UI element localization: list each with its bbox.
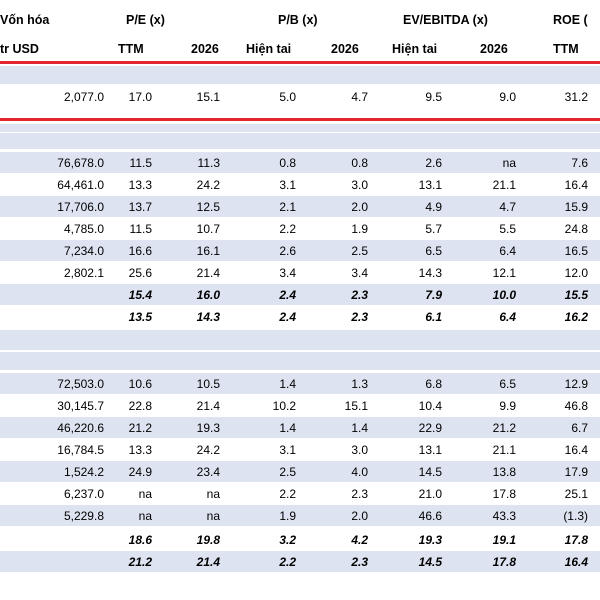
cell-market-cap: 2,077.0 — [63, 90, 104, 104]
cell-ev-current: 13.1 — [418, 177, 442, 192]
cell-pe-ttm: 21.2 — [128, 420, 152, 435]
cell-pe-2026: 19.8 — [196, 532, 220, 547]
cell-ev-2026: 17.8 — [492, 554, 516, 569]
header-row-2 — [0, 38, 600, 60]
cell-ev-2026: 21.2 — [492, 420, 516, 435]
cell-ev-current: 14.5 — [418, 554, 442, 569]
cell-roe-ttm: 16.2 — [564, 309, 588, 324]
cell-pe-ttm: 22.8 — [128, 398, 152, 413]
cell-roe-ttm: 15.5 — [564, 287, 588, 302]
section-band — [0, 133, 600, 149]
cell-market-cap: 7,234.0 — [63, 243, 104, 258]
cell-ev-2026: 6.4 — [499, 243, 516, 258]
cell-pe-2026: na — [206, 508, 220, 523]
cell-ev-current: 46.6 — [418, 508, 442, 523]
cell-roe-ttm: 12.9 — [564, 376, 588, 391]
cell-pb-current: 0.8 — [279, 155, 296, 170]
cell-pe-ttm: 25.6 — [128, 265, 152, 280]
cell-ev-2026: 9.9 — [499, 398, 516, 413]
cell-ev-2026: 10.0 — [492, 287, 516, 302]
header-pe-ttm: TTM — [118, 42, 144, 56]
header-ev-2026: 2026 — [480, 42, 508, 56]
cell-ev-current: 9.5 — [425, 90, 442, 104]
cell-pe-2026: 16.1 — [196, 243, 220, 258]
cell-pb-2026: 4.0 — [351, 464, 368, 479]
cell-ev-current: 6.8 — [425, 376, 442, 391]
table-row — [0, 483, 600, 504]
table-row — [0, 240, 600, 261]
summary-row — [0, 306, 600, 327]
summary-row — [0, 551, 600, 572]
cell-pb-current: 3.1 — [279, 177, 296, 192]
cell-pe-ttm: 13.3 — [128, 177, 152, 192]
cell-ev-2026: 17.8 — [492, 486, 516, 501]
cell-pe-2026: 23.4 — [196, 464, 220, 479]
cell-pb-current: 1.9 — [279, 508, 296, 523]
cell-pb-2026: 2.3 — [351, 554, 368, 569]
cell-ev-current: 14.5 — [418, 464, 442, 479]
cell-roe-ttm: 12.0 — [564, 265, 588, 280]
cell-pb-current: 3.2 — [279, 532, 296, 547]
header-row-1 — [0, 4, 600, 36]
cell-pb-current: 10.2 — [272, 398, 296, 413]
cell-pb-current: 1.4 — [279, 420, 296, 435]
cell-pb-2026: 2.0 — [351, 199, 368, 214]
cell-roe-ttm: 16.4 — [564, 177, 588, 192]
cell-ev-2026: 12.1 — [492, 265, 516, 280]
cell-pe-2026: na — [206, 486, 220, 501]
cell-roe-ttm: 6.7 — [571, 420, 588, 435]
cell-pb-current: 2.2 — [279, 221, 296, 236]
cell-ev-2026: 21.1 — [492, 442, 516, 457]
cell-market-cap: 64,461.0 — [57, 177, 104, 192]
cell-pe-ttm: 24.9 — [128, 464, 152, 479]
cell-ev-current: 22.9 — [418, 420, 442, 435]
header-pe-2026: 2026 — [191, 42, 219, 56]
cell-pe-ttm: 16.6 — [128, 243, 152, 258]
cell-roe-ttm: 25.1 — [564, 486, 588, 501]
cell-pe-ttm: 11.5 — [129, 221, 152, 236]
cell-ev-current: 10.4 — [418, 398, 442, 413]
cell-pe-ttm: 13.7 — [128, 199, 152, 214]
header-ev-ebitda: EV/EBITDA (x) — [403, 13, 488, 27]
cell-market-cap: 16,784.5 — [57, 442, 104, 457]
cell-pe-ttm: 11.5 — [129, 155, 152, 170]
cell-pb-current: 5.0 — [279, 90, 296, 104]
header-pb-2026: 2026 — [331, 42, 359, 56]
cell-ev-current: 21.0 — [418, 486, 442, 501]
table-row — [0, 461, 600, 482]
cell-pe-ttm: 18.6 — [128, 532, 152, 547]
section-rule — [0, 118, 600, 121]
cell-market-cap: 30,145.7 — [57, 398, 104, 413]
cell-pe-2026: 21.4 — [196, 265, 220, 280]
table-row — [0, 417, 600, 438]
cell-pe-2026: 24.2 — [196, 177, 220, 192]
cell-ev-2026: 6.4 — [499, 309, 516, 324]
cell-pe-2026: 10.7 — [196, 221, 220, 236]
cell-roe-ttm: 16.4 — [564, 442, 588, 457]
table-row — [0, 395, 600, 416]
cell-pb-current: 2.6 — [279, 243, 296, 258]
cell-ev-2026: 19.1 — [492, 532, 516, 547]
cell-pb-current: 2.1 — [279, 199, 296, 214]
cell-pe-2026: 14.3 — [196, 309, 220, 324]
cell-roe-ttm: 17.8 — [564, 532, 588, 547]
cell-ev-2026: 9.0 — [499, 90, 516, 104]
cell-roe-ttm: 46.8 — [564, 398, 588, 413]
cell-pb-2026: 3.0 — [351, 177, 368, 192]
cell-ev-current: 5.7 — [425, 221, 442, 236]
cell-ev-2026: 4.7 — [499, 199, 516, 214]
cell-pb-2026: 4.7 — [351, 90, 368, 104]
cell-ev-2026: 6.5 — [499, 376, 516, 391]
table-row — [0, 505, 600, 526]
cell-pe-ttm: na — [138, 508, 152, 523]
cell-pb-current: 2.2 — [279, 486, 296, 501]
summary-row — [0, 284, 600, 305]
cell-pb-2026: 0.8 — [351, 155, 368, 170]
cell-pe-2026: 10.5 — [196, 376, 220, 391]
cell-ev-current: 19.3 — [418, 532, 442, 547]
cell-pe-ttm: 13.3 — [128, 442, 152, 457]
section-rule-top — [0, 61, 600, 64]
cell-pe-ttm: 10.6 — [128, 376, 152, 391]
cell-pe-ttm: 15.4 — [128, 287, 152, 302]
cell-market-cap: 76,678.0 — [57, 155, 104, 170]
cell-pe-2026: 24.2 — [196, 442, 220, 457]
cell-pb-2026: 2.5 — [351, 243, 368, 258]
cell-pe-ttm: 13.5 — [128, 309, 152, 324]
cell-ev-2026: 43.3 — [492, 508, 516, 523]
cell-roe-ttm: 16.4 — [564, 554, 588, 569]
cell-pb-2026: 2.3 — [351, 486, 368, 501]
cell-pe-2026: 12.5 — [196, 199, 220, 214]
cell-pb-current: 3.1 — [279, 442, 296, 457]
cell-pb-current: 1.4 — [279, 376, 296, 391]
cell-pb-2026: 1.3 — [351, 376, 368, 391]
cell-ev-2026: 5.5 — [499, 221, 516, 236]
cell-pe-2026: 16.0 — [196, 287, 220, 302]
header-market-cap: Vốn hóa — [0, 13, 50, 27]
header-pb-current: Hiện tai — [246, 42, 292, 56]
header-unit: tr USD — [0, 42, 39, 56]
cell-roe-ttm: (1.3) — [563, 508, 588, 523]
cell-ev-2026: 13.8 — [492, 464, 516, 479]
cell-ev-2026: na — [502, 155, 516, 170]
cell-pe-2026: 19.3 — [196, 420, 220, 435]
cell-market-cap: 17,706.0 — [57, 199, 104, 214]
cell-ev-current: 14.3 — [418, 265, 442, 280]
cell-pe-ttm: 21.2 — [128, 554, 152, 569]
cell-roe-ttm: 16.5 — [564, 243, 588, 258]
section-band — [0, 352, 600, 370]
cell-pb-2026: 2.3 — [351, 287, 368, 302]
cell-pb-current: 2.2 — [279, 554, 296, 569]
cell-ev-current: 6.5 — [425, 243, 442, 258]
cell-pb-current: 2.4 — [279, 309, 296, 324]
cell-roe-ttm: 24.8 — [564, 221, 588, 236]
header-pe: P/E (x) — [126, 13, 165, 27]
header-ev-current: Hiện tai — [392, 42, 438, 56]
table-row — [0, 86, 600, 108]
summary-row — [0, 529, 600, 550]
table-row — [0, 152, 600, 173]
cell-pb-current: 2.4 — [279, 287, 296, 302]
cell-pe-2026: 21.4 — [196, 398, 220, 413]
cell-pb-2026: 15.1 — [344, 398, 368, 413]
header-roe-ttm: TTM — [553, 42, 579, 56]
cell-ev-2026: 21.1 — [492, 177, 516, 192]
cell-roe-ttm: 17.9 — [564, 464, 588, 479]
cell-pb-2026: 3.0 — [351, 442, 368, 457]
cell-pb-2026: 3.4 — [351, 265, 368, 280]
section-band — [0, 330, 600, 350]
table-row — [0, 174, 600, 195]
cell-roe-ttm: 7.6 — [571, 155, 588, 170]
cell-pb-2026: 2.0 — [351, 508, 368, 523]
cell-pe-2026: 11.3 — [197, 155, 220, 170]
cell-pe-ttm: 17.0 — [128, 90, 152, 104]
cell-market-cap: 46,220.6 — [57, 420, 104, 435]
cell-pb-2026: 2.3 — [351, 309, 368, 324]
cell-ev-current: 13.1 — [418, 442, 442, 457]
cell-market-cap: 1,524.2 — [63, 464, 104, 479]
cell-ev-current: 4.9 — [425, 199, 442, 214]
header-pb: P/B (x) — [278, 13, 318, 27]
cell-market-cap: 5,229.8 — [63, 508, 104, 523]
header-roe: ROE ( — [553, 13, 588, 27]
section-band — [0, 66, 600, 84]
table-row — [0, 439, 600, 460]
cell-pb-2026: 1.9 — [351, 221, 368, 236]
cell-market-cap: 6,237.0 — [63, 486, 104, 501]
cell-ev-current: 6.1 — [425, 309, 442, 324]
cell-ev-current: 2.6 — [425, 155, 442, 170]
cell-market-cap: 72,503.0 — [57, 376, 104, 391]
cell-roe-ttm: 15.9 — [564, 199, 588, 214]
cell-pb-2026: 1.4 — [351, 420, 368, 435]
cell-ev-current: 7.9 — [425, 287, 442, 302]
cell-pb-current: 2.5 — [279, 464, 296, 479]
cell-roe-ttm: 31.2 — [564, 90, 588, 104]
cell-pe-ttm: na — [138, 486, 152, 501]
table-row — [0, 218, 600, 239]
cell-pb-2026: 4.2 — [351, 532, 368, 547]
cell-pe-2026: 21.4 — [196, 554, 220, 569]
cell-market-cap: 4,785.0 — [63, 221, 104, 236]
table-row — [0, 262, 600, 283]
table-row — [0, 373, 600, 394]
cell-pe-2026: 15.1 — [196, 90, 220, 104]
section-band — [0, 124, 600, 132]
table-row — [0, 196, 600, 217]
cell-market-cap: 2,802.1 — [63, 265, 104, 280]
cell-pb-current: 3.4 — [279, 265, 296, 280]
